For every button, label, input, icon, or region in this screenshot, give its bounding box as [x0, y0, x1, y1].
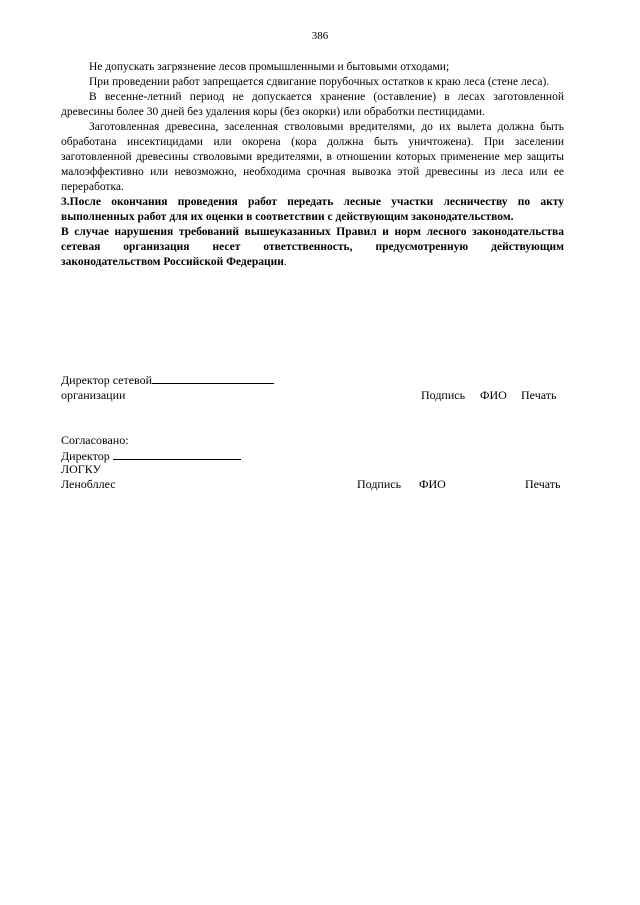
paragraph-waste: Не допускать загрязнение лесов промышленными и бытовыми отходами; [89, 61, 450, 73]
signature-1-title [61, 372, 274, 388]
signature-1-line1: Директор сетевой [61, 373, 153, 387]
signature-1-fio: ФИО [480, 388, 507, 402]
agreed-label: Согласовано: [61, 433, 129, 447]
signature-1-org: организации [61, 388, 126, 402]
signature-2-pechat: Печать [525, 477, 561, 491]
signature-2-fio: ФИО [419, 477, 446, 491]
paragraph-logging-residue: При проведении работ запрещается сдвигание порубочных остатков к краю леса (стене леса). [89, 76, 550, 88]
signature-2-underline [113, 448, 241, 460]
paragraph-liability [61, 225, 564, 270]
signature-2-podpis: Подпись [357, 477, 402, 491]
signature-1-pechat: Печать [521, 388, 557, 402]
document-body [61, 60, 564, 270]
paragraph-handover: 3.После окончания проведения работ передать лесные участки лесничеству по акту выполненных работ для их оценки в соответствии с действующим законодательством. [61, 196, 564, 223]
paragraph-storage: В весенне-летний период не допускается хранение (оставление) в лесах заготовленной древесины более 30 дней без удаления коры (без окорки) или обработки пестицидами. [61, 91, 564, 118]
signature-1-underline [152, 372, 274, 384]
signature-2-director-label: Директор [61, 449, 110, 463]
page-number: 386 [311, 30, 329, 42]
signature-2-org1: ЛОГКУ [61, 462, 102, 476]
liability-period: . [283, 256, 287, 268]
signature-2-org2: Ленобллес [61, 477, 116, 491]
signature-1-podpis: Подпись [421, 388, 466, 402]
liability-text: В случае нарушения требований вышеуказанных Правил и норм лесного законодательства сетевая организация несет ответственность, предусмотренную действующим законодательством Российской Федерации [61, 226, 564, 268]
paragraph-pests: Заготовленная древесина, заселенная стволовыми вредителями, до их вылета должна быть обработана инсектицидами или окорена (кора должна быть уничтожена). При заселении заготовленной древесины стволовыми вредителями, в отношении которых применение мер защиты малоэффективно или невозможно, необходима срочная вывозка этой древесины из леса или ее переработка. [61, 121, 564, 193]
